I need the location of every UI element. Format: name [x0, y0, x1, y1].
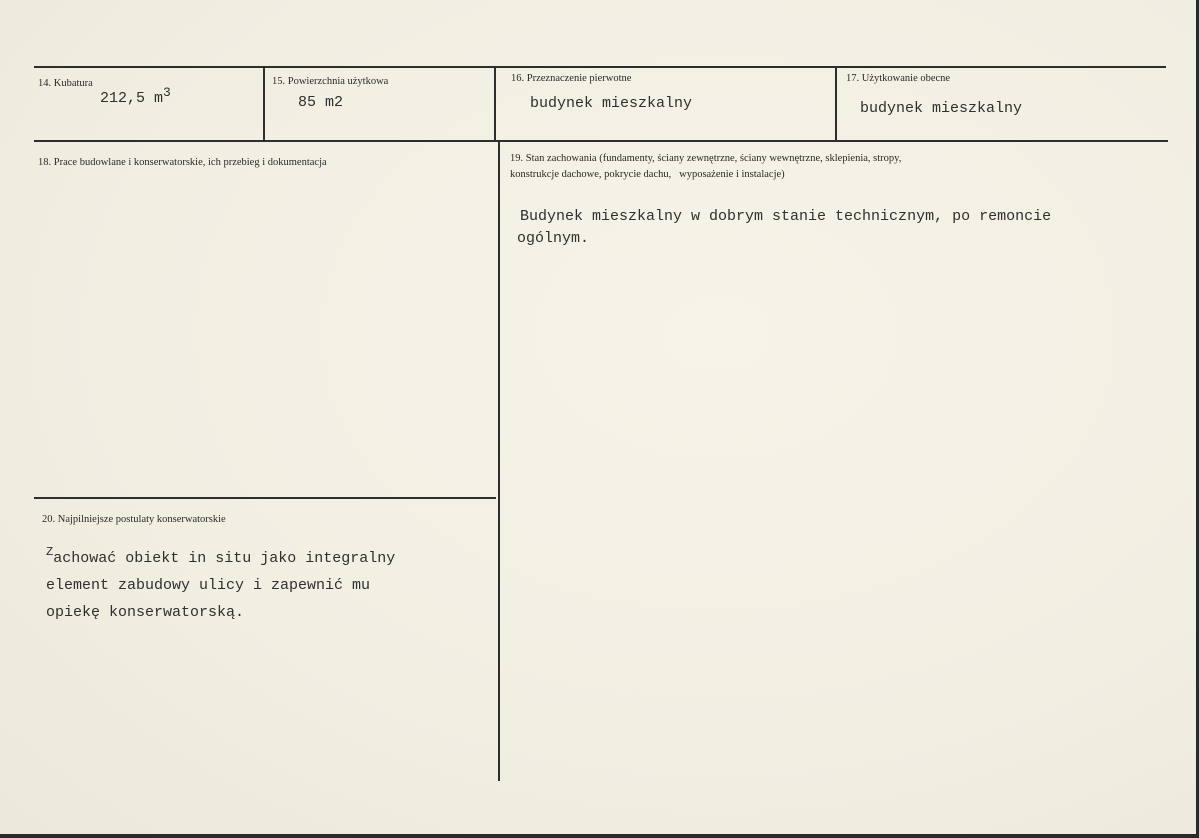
- field-17-label: 17. Użytkowanie obecne: [846, 73, 951, 84]
- field-19-text-line1: Budynek mieszkalny w dobrym stanie technicznym, po remoncie: [520, 208, 1052, 225]
- field-20-first-letter: Z: [46, 545, 54, 559]
- field-15-label: 15. Powierzchnia użytkowa: [272, 76, 389, 87]
- divider-14-15: [263, 67, 265, 142]
- field-20-label: 20. Najpilniejsze postulaty konserwatorskie: [42, 514, 226, 525]
- field-14-number: 212,5 m: [100, 90, 164, 107]
- field-16-value: budynek mieszkalny: [530, 95, 693, 112]
- field-18-label: 18. Prace budowlane i konserwatorskie, ich przebieg i dokumentacja: [38, 157, 327, 168]
- divider-15-16: [494, 67, 496, 142]
- field-19-label-line2: konstrukcje dachowe, pokrycie dachu, wyposażenie i instalacje): [510, 169, 785, 180]
- field-14-superscript: 3: [163, 85, 171, 100]
- main-column-divider: [498, 141, 500, 781]
- field-14-label: 14. Kubatura: [38, 78, 93, 89]
- row-divider: [34, 140, 1168, 142]
- field-19-label-line1: 19. Stan zachowania (fundamenty, ściany zewnętrzne, ściany wewnętrzne, sklepienia, stropy,: [510, 153, 902, 164]
- field-20-text-line3: opiekę konserwatorską.: [46, 604, 245, 621]
- divider-16-17: [835, 67, 837, 142]
- field-19-text-line2: ogólnym.: [517, 230, 590, 247]
- field-20-text-line2: element zabudowy ulicy i zapewnić mu: [46, 577, 371, 594]
- field-20-text-line1: [46, 545, 396, 567]
- field-15-value: 85 m2: [298, 94, 344, 111]
- field-17-value: budynek mieszkalny: [860, 100, 1023, 117]
- field-14-value: [100, 85, 171, 107]
- field-20-line1-rest: achować obiekt in situ jako integralny: [53, 550, 396, 567]
- field-16-label: 16. Przeznaczenie pierwotne: [511, 73, 632, 84]
- top-rule: [34, 66, 1166, 68]
- section-20-divider: [34, 497, 496, 499]
